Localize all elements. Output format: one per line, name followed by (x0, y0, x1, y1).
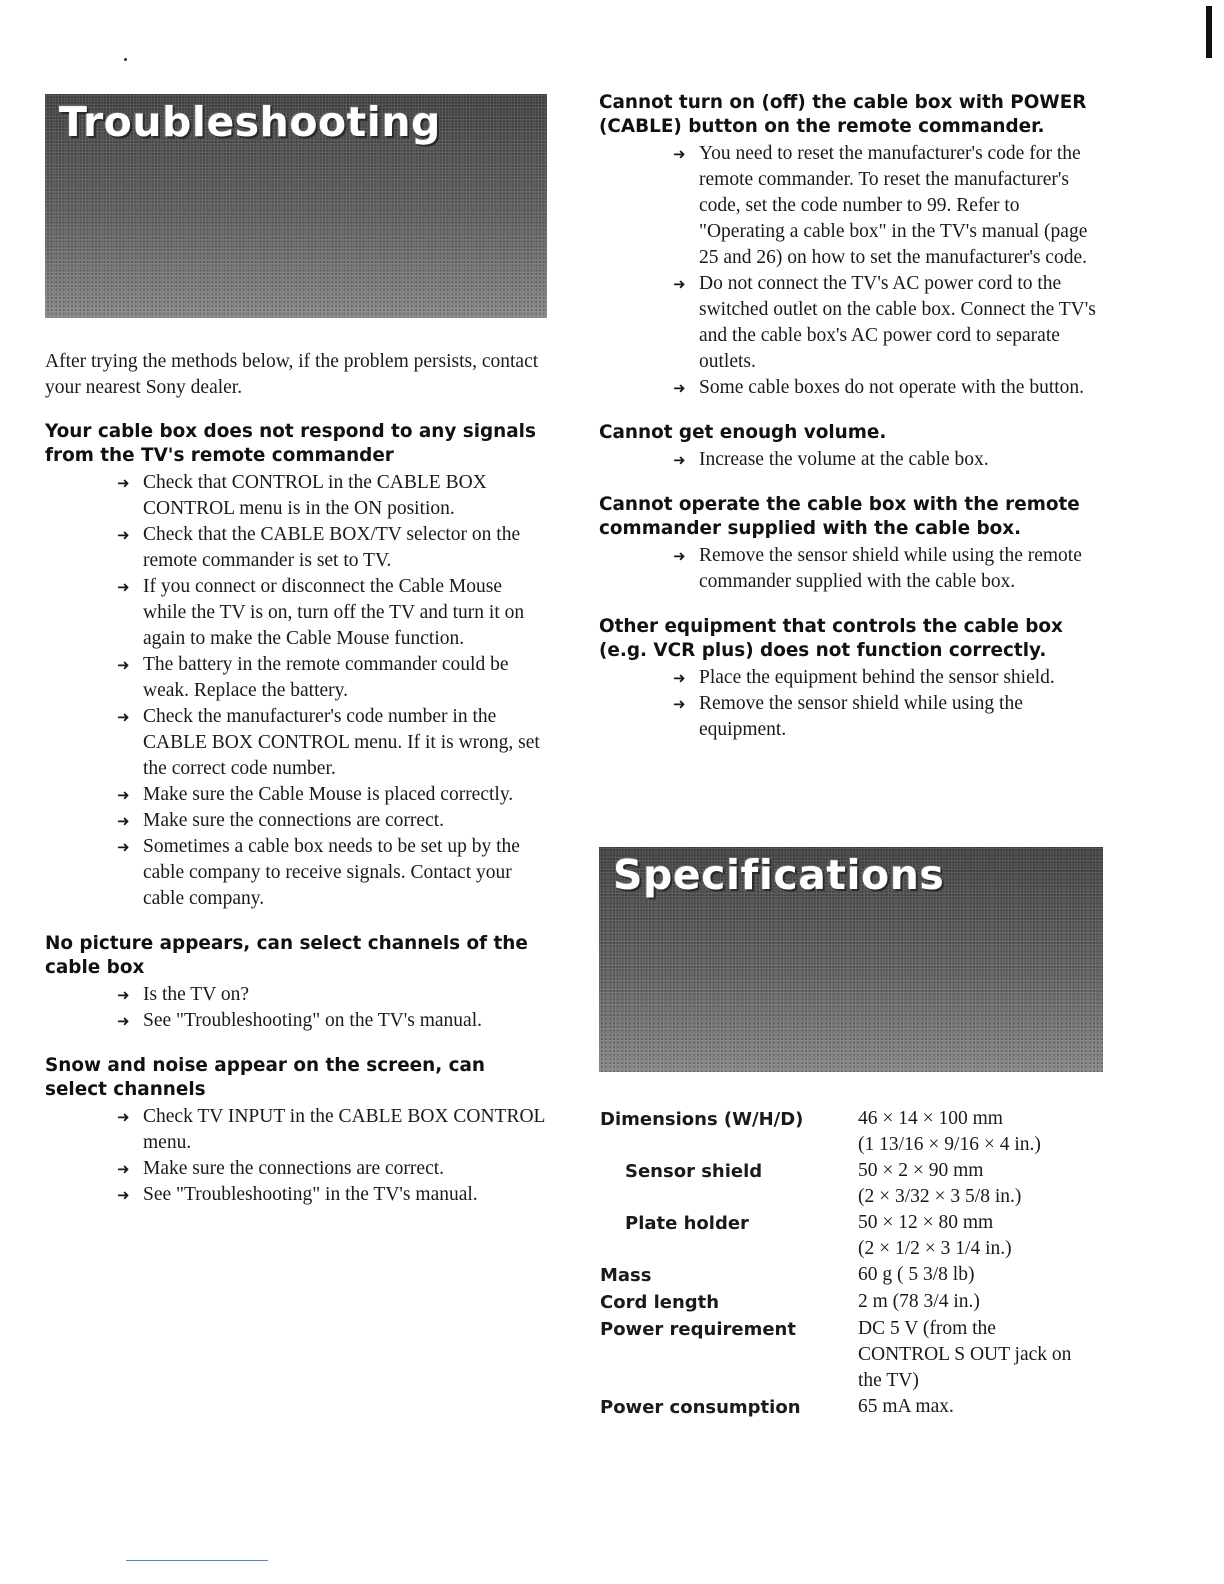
spec-value-imperial: (2 × 1/2 × 3 1/4 in.) (858, 1238, 1012, 1259)
spec-value (858, 1289, 980, 1316)
arrow-right-icon: ➜ (117, 786, 130, 804)
spec-value-imperial: (2 × 3/32 × 3 5/8 in.) (858, 1186, 1022, 1207)
spec-value (858, 1316, 1088, 1394)
remedy-text: Some cable boxes do not operate with the button. (699, 377, 1085, 398)
section-heading: Cannot operate the cable box with the remote commander supplied with the cable box. (599, 494, 1080, 539)
remedy-item (673, 271, 1104, 375)
spec-label: Mass (600, 1265, 652, 1286)
remedy-item (117, 808, 545, 834)
remedy-list (673, 447, 1104, 473)
arrow-right-icon: ➜ (673, 145, 686, 163)
troubleshooting-section (45, 1054, 545, 1208)
section-heading: No picture appears, can select channels of the cable box (45, 933, 528, 978)
remedy-item (117, 1104, 545, 1156)
spec-value-metric: 50 × 12 × 80 mm (858, 1212, 994, 1233)
remedy-item (673, 141, 1104, 271)
remedy-item (673, 691, 1104, 743)
section-heading: Cannot turn on (off) the cable box with POWER (CABLE) button on the remote commander. (599, 92, 1087, 137)
troubleshooting-section (599, 421, 1104, 473)
spec-value (858, 1262, 974, 1289)
remedy-item (117, 834, 545, 912)
intro-text: After trying the methods below, if the problem persists, contact your nearest Sony dealer. (45, 351, 539, 398)
remedy-text: If you connect or disconnect the Cable Mouse while the TV is on, turn off the TV and turn it on again to make the Cable Mouse function. (143, 576, 525, 649)
remedy-text: Sometimes a cable box needs to be set up by the cable company to receive signals. Contact your cable company. (143, 836, 520, 909)
remedy-list (117, 470, 545, 912)
remedy-text: The battery in the remote commander could be weak. Replace the battery. (143, 654, 509, 701)
troubleshooting-title: Troubleshooting (59, 98, 441, 146)
specifications-banner (599, 847, 1103, 1072)
spec-value-metric: 60 g ( 5 3/8 lb) (858, 1264, 975, 1285)
remedy-text: Check the manufacturer's code number in the CABLE BOX CONTROL menu. If it is wrong, set the correct code number. (143, 706, 540, 779)
spec-value-metric: DC 5 V (from the CONTROL S OUT jack on the TV) (858, 1318, 1072, 1391)
remedy-text: Increase the volume at the cable box. (699, 449, 989, 470)
arrow-right-icon: ➜ (673, 451, 686, 469)
remedy-text: Check that the CABLE BOX/TV selector on the remote commander is set to TV. (143, 524, 521, 571)
remedy-item (673, 375, 1104, 401)
remedy-item (117, 522, 545, 574)
remedy-text: Remove the sensor shield while using the remote commander supplied with the cable box. (699, 545, 1082, 592)
remedy-item (117, 470, 545, 522)
remedy-item (117, 652, 545, 704)
scan-dot (124, 58, 127, 61)
troubleshooting-section (599, 493, 1104, 595)
arrow-right-icon: ➜ (673, 275, 686, 293)
remedy-text: Remove the sensor shield while using the equipment. (699, 693, 1023, 740)
remedy-text: Make sure the connections are correct. (143, 1158, 445, 1179)
remedy-text: See "Troubleshooting" in the TV's manual. (143, 1184, 478, 1205)
spec-row (600, 1210, 1120, 1262)
troubleshooting-section (45, 932, 545, 1034)
remedy-text: Check that CONTROL in the CABLE BOX CONTROL menu is in the ON position. (143, 472, 487, 519)
arrow-right-icon: ➜ (117, 474, 130, 492)
arrow-right-icon: ➜ (117, 812, 130, 830)
remedy-item (117, 574, 545, 652)
spec-value-metric: 65 mA max. (858, 1396, 954, 1417)
spec-row (600, 1394, 1120, 1421)
spec-row (600, 1262, 1120, 1289)
remedy-list (673, 665, 1104, 743)
spec-row (600, 1158, 1120, 1210)
arrow-right-icon: ➜ (117, 986, 130, 1004)
troubleshooting-section (599, 615, 1104, 743)
remedy-item (117, 1008, 545, 1034)
remedy-item (117, 1156, 545, 1182)
remedy-item (117, 1182, 545, 1208)
arrow-right-icon: ➜ (117, 708, 130, 726)
remedy-text: Do not connect the TV's AC power cord to the switched outlet on the cable box. Connect the TV's and the cable box's AC power cord to separate outlets. (699, 273, 1096, 372)
troubleshooting-left-column (45, 420, 545, 1228)
troubleshooting-right-column (599, 91, 1104, 763)
arrow-right-icon: ➜ (117, 838, 130, 856)
spec-value (858, 1106, 1041, 1158)
spec-label: Power requirement (600, 1319, 796, 1340)
remedy-list (117, 982, 545, 1034)
remedy-item (117, 982, 545, 1008)
remedy-list (673, 543, 1104, 595)
footer-rule (126, 1560, 268, 1561)
spec-value (858, 1158, 1021, 1210)
spec-value (858, 1394, 954, 1421)
remedy-text: You need to reset the manufacturer's code for the remote commander. To reset the manufacturer's code, set the code number to 99. Refer to "Operating a cable box" in the TV's manual (page 25 and 26) on how to set the manufacturer's code. (699, 143, 1088, 268)
arrow-right-icon: ➜ (117, 526, 130, 544)
section-heading: Cannot get enough volume. (599, 422, 887, 443)
troubleshooting-section (45, 420, 545, 912)
spec-label: Dimensions (W/H/D) (600, 1109, 804, 1130)
spec-label: Plate holder (625, 1213, 749, 1234)
remedy-text: Make sure the Cable Mouse is placed correctly. (143, 784, 514, 805)
arrow-right-icon: ➜ (673, 547, 686, 565)
spec-value (858, 1210, 1012, 1262)
spec-value-metric: 2 m (78 3/4 in.) (858, 1291, 980, 1312)
spec-label: Power consumption (600, 1397, 801, 1418)
arrow-right-icon: ➜ (673, 695, 686, 713)
specifications-table (600, 1106, 1120, 1421)
remedy-item (673, 447, 1104, 473)
remedy-text: Is the TV on? (143, 984, 249, 1005)
troubleshooting-section (599, 91, 1104, 401)
spec-value-metric: 50 × 2 × 90 mm (858, 1160, 984, 1181)
remedy-item (117, 782, 545, 808)
remedy-text: See "Troubleshooting" on the TV's manual. (143, 1010, 483, 1031)
spec-label: Sensor shield (625, 1161, 763, 1182)
spec-label: Cord length (600, 1292, 720, 1313)
section-heading: Other equipment that controls the cable box (e.g. VCR plus) does not function correctly. (599, 616, 1063, 661)
troubleshooting-banner (45, 94, 547, 318)
section-heading: Your cable box does not respond to any signals from the TV's remote commander (45, 421, 536, 466)
spec-row (600, 1106, 1120, 1158)
spec-value-imperial: (1 13/16 × 9/16 × 4 in.) (858, 1134, 1041, 1155)
remedy-list (117, 1104, 545, 1208)
spec-value-metric: 46 × 14 × 100 mm (858, 1108, 1003, 1129)
specifications-title: Specifications (613, 851, 945, 899)
arrow-right-icon: ➜ (117, 1012, 130, 1030)
spec-row (600, 1316, 1120, 1394)
page-edge-mark (1206, 6, 1212, 58)
remedy-item (673, 665, 1104, 691)
remedy-item (117, 704, 545, 782)
arrow-right-icon: ➜ (117, 1186, 130, 1204)
remedy-text: Make sure the connections are correct. (143, 810, 445, 831)
arrow-right-icon: ➜ (117, 1160, 130, 1178)
arrow-right-icon: ➜ (117, 1108, 130, 1126)
arrow-right-icon: ➜ (673, 379, 686, 397)
spec-row (600, 1289, 1120, 1316)
arrow-right-icon: ➜ (673, 669, 686, 687)
arrow-right-icon: ➜ (117, 578, 130, 596)
remedy-item (673, 543, 1104, 595)
remedy-list (673, 141, 1104, 401)
remedy-text: Place the equipment behind the sensor shield. (699, 667, 1055, 688)
remedy-text: Check TV INPUT in the CABLE BOX CONTROL menu. (143, 1106, 545, 1153)
arrow-right-icon: ➜ (117, 656, 130, 674)
section-heading: Snow and noise appear on the screen, can select channels (45, 1055, 486, 1100)
